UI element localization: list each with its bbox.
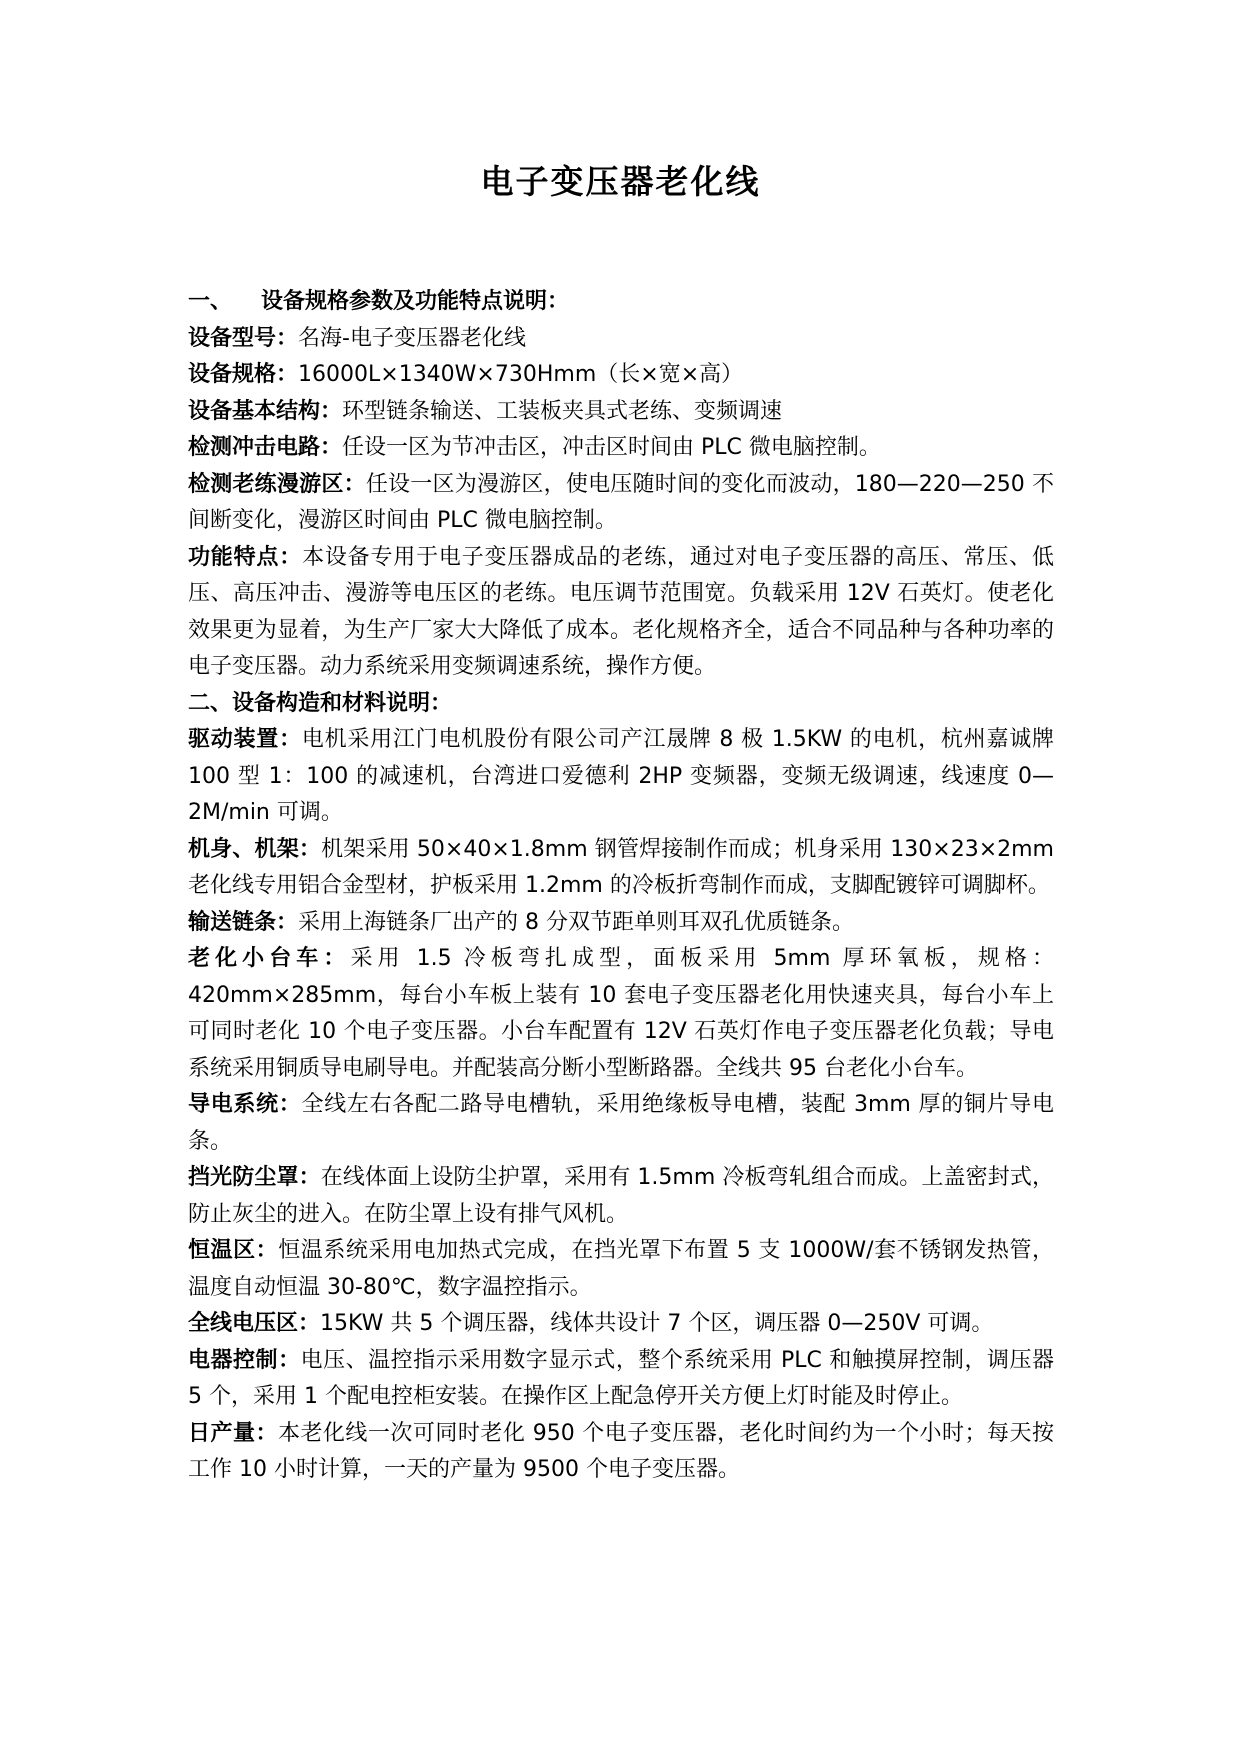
item-label: 全线电压区： [188,1311,321,1336]
section-heading-2: 二、设备构造和材料说明： [188,690,453,716]
construction-item-voltage-zone [188,1306,1054,1343]
spec-item-dimensions [188,357,1054,394]
section-number: 一、 [188,289,233,314]
item-text: 名海-电子变压器老化线 [298,325,526,351]
item-label: 输送链条： [188,909,299,935]
page-title: 电子变压器老化线 [480,162,761,201]
spec-item-structure [188,394,1054,431]
item-label: 检测老练漫游区： [188,471,366,497]
construction-item-electrical-control [188,1343,1054,1416]
item-label: 挡光防尘罩： [188,1165,321,1190]
item-label: 恒温区： [188,1238,279,1263]
item-label: 机身、机架： [188,836,322,862]
item-text: 15KW 共 5 个调压器，线体共设计 7 个区，调压器 0—250V 可调。 [320,1311,994,1336]
item-text: 16000L×1340W×730Hmm（长×宽×高） [298,362,744,387]
item-text: 机架采用 50×40×1.8mm 钢管焊接制作而成；机身采用 130×23×2mm 老化线专用铝合金型材，护板采用 1.2mm 的冷板折弯制作而成，支脚配镀锌可调脚杯。 [188,836,1054,898]
document-body [188,284,1054,1489]
construction-item-frame [188,832,1054,905]
construction-item-conductive [188,1087,1054,1160]
construction-item-thermostat [188,1233,1054,1306]
item-label: 设备规格： [188,362,299,387]
item-text: 任设一区为节冲击区，冲击区时间由 PLC 微电脑控制。 [342,435,881,460]
item-label: 设备型号： [188,325,299,351]
construction-item-daily-output [188,1416,1054,1489]
item-text: 环型链条输送、工装板夹具式老练、变频调速 [342,398,783,424]
item-text: 电机采用江门电机股份有限公司产江晟牌 8 极 1.5KW 的电机，杭州嘉诚牌 100 型 1：100 的减速机，台湾进口爱德利 2HP 变频器，变频无级调速，线速度 0—2M/min 可调。 [188,727,1054,825]
item-text: 采用上海链条厂出产的 8 分双节距单则耳双孔优质链条。 [298,909,855,935]
section-heading-1 [188,284,1054,321]
item-text: 采用 1.5 冷板弯扎成型，面板采用 5mm 厚环氧板，规格：420mm×285mm，每台小车板上装有 10 套电子变压器老化用快速夹具，每台小车上可同时老化 10 个电子变压器。小台车配置有 12V 石英灯作电子变压器老化负载；导电系统采用铜质导电刷导电。并配装高分断小型断路器。全线共 95 台老化小台车。 [188,946,1054,1081]
item-text: 在线体面上设防尘护罩，采用有 1.5mm 冷板弯轧组合而成。上盖密封式，防止灰尘的进入。在防尘罩上设有排气风机。 [188,1165,1054,1227]
item-text: 电压、温控指示采用数字显示式，整个系统采用 PLC 和触摸屏控制，调压器 5 个，采用 1 个配电控柜安装。在操作区上配急停开关方便上灯时能及时停止。 [188,1347,1054,1409]
spec-item-roaming-zone [188,467,1054,540]
item-label: 功能特点： [188,544,303,570]
item-label: 驱动装置： [188,727,302,752]
construction-item-drive [188,722,1054,832]
item-label: 日产量： [188,1420,278,1446]
construction-item-chain [188,905,1054,942]
spec-item-model [188,321,1054,358]
spec-item-features [188,540,1054,686]
item-text: 本设备专用于电子变压器成品的老练，通过对电子变压器的高压、常压、低压、高压冲击、漫游等电压区的老练。电压调节范围宽。负载采用 12V 石英灯。使老化效果更为显着，为生产厂家大大降低了成本。老化规格齐全，适合不同品种与各种功率的电子变压器。动力系统采用变频调速系统，操作方便。 [188,544,1054,679]
section-heading-text: 设备规格参数及功能特点说明： [261,289,570,314]
construction-item-dust-cover [188,1160,1054,1233]
item-label: 检测冲击电路： [188,435,343,460]
item-label: 老化小台车： [188,946,351,971]
item-label: 导电系统： [188,1092,302,1117]
item-label: 设备基本结构： [188,398,343,424]
construction-item-trolley [188,941,1054,1087]
item-text: 恒温系统采用电加热式完成，在挡光罩下布置 5 支 1000W/套不锈钢发热管，温度自动恒温 30-80℃，数字温控指示。 [188,1238,1054,1300]
item-text: 全线左右各配二路导电槽轨，采用绝缘板导电槽，装配 3mm 厚的铜片导电条。 [188,1092,1054,1154]
spec-item-impact-circuit [188,430,1054,467]
item-text: 任设一区为漫游区，使电压随时间的变化而波动，180—220—250 不间断变化，漫游区时间由 PLC 微电脑控制。 [188,471,1054,533]
item-text: 本老化线一次可同时老化 950 个电子变压器，老化时间约为一个小时；每天按工作 10 小时计算，一天的产量为 9500 个电子变压器。 [188,1420,1054,1482]
item-label: 电器控制： [188,1347,301,1373]
